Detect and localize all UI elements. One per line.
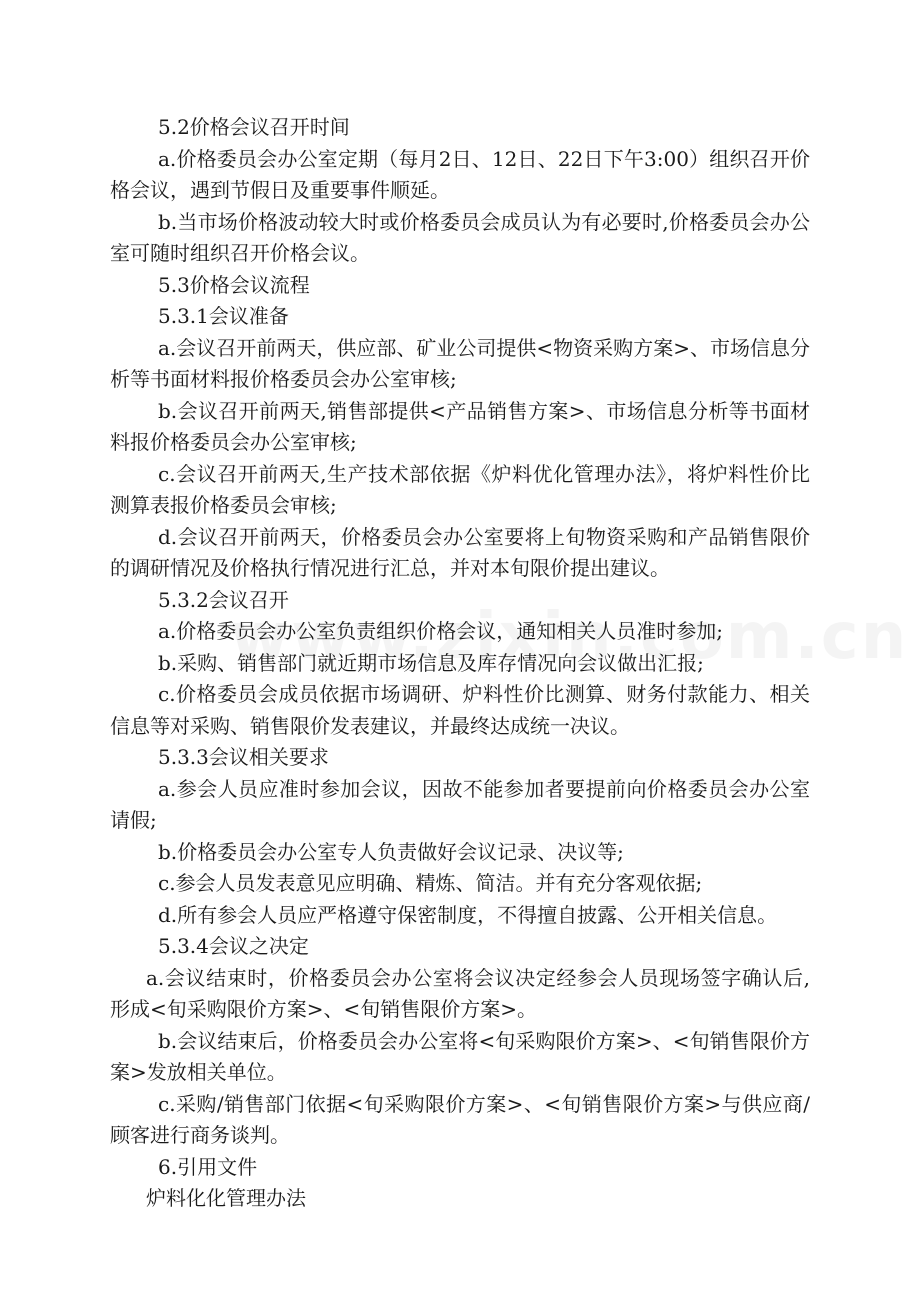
paragraph-5-2-a: a.价格委员会办公室定期（每月2日、12日、22日下午3:00）组织召开价格会议，遇到节假日及重要事件顺延。 xyxy=(110,146,810,202)
heading-5-3: 5.3价格会议流程 xyxy=(158,272,310,297)
heading-5-2: 5.2价格会议召开时间 xyxy=(158,115,350,139)
document-body xyxy=(110,112,810,1215)
heading-5-3-4: 5.3.4会议之决定 xyxy=(158,934,309,958)
heading-6: 6.引用文件 xyxy=(158,1154,258,1179)
paragraph-5-3-1-c: c.会议召开前两天,生产技术部依据《炉料优化管理办法》，将炉料性价比测算表报价格委员会审核; xyxy=(110,461,810,517)
paragraph-5-3-3-c: c.参会人员发表意见应明确、精炼、简洁。并有充分客观依据; xyxy=(158,871,703,895)
paragraph-5-3-2-c: c.价格委员会成员依据市场调研、炉料性价比测算、财务付款能力、相关信息等对采购、销售限价发表建议，并最终达成统一决议。 xyxy=(110,682,810,738)
reference-document: 炉料化化管理办法 xyxy=(146,1186,306,1210)
paragraph-5-2-b: b.当市场价格波动较大时或价格委员会成员认为有必要时,价格委员会办公室可随时组织召开价格会议。 xyxy=(110,209,810,265)
heading-5-3-3: 5.3.3会议相关要求 xyxy=(158,745,329,769)
paragraph-5-3-3-a: a.参会人员应准时参加会议，因故不能参加者要提前向价格委员会办公室请假; xyxy=(110,776,810,832)
paragraph-5-3-2-b: b.采购、销售部门就近期市场信息及库存情况向会议做出汇报; xyxy=(158,650,704,675)
paragraph-5-3-3-d: d.所有参会人员应严格遵守保密制度，不得擅自披露、公开相关信息。 xyxy=(158,902,778,927)
paragraph-5-3-3-b: b.价格委员会办公室专人负责做好会议记录、决议等; xyxy=(158,839,624,864)
paragraph-5-3-2-a: a.价格委员会办公室负责组织价格会议，通知相关人员准时参加; xyxy=(158,619,724,643)
heading-5-3-1: 5.3.1会议准备 xyxy=(158,304,289,328)
paragraph-5-3-4-c: c.采购/销售部门依据<旬采购限价方案>、<旬销售限价方案>与供应商/顾客进行商务谈判。 xyxy=(110,1091,810,1147)
paragraph-5-3-4-a: a.会议结束时，价格委员会办公室将会议决定经参会人员现场签字确认后,形成<旬采购限价方案>、<旬销售限价方案>。 xyxy=(110,965,810,1021)
paragraph-5-3-1-b: b.会议召开前两天,销售部提供<产品销售方案>、市场信息分析等书面材料报价格委员会办公室审核; xyxy=(110,398,810,454)
heading-5-3-2: 5.3.2会议召开 xyxy=(158,587,289,612)
paragraph-5-3-1-a: a.会议召开前两天，供应部、矿业公司提供<物资采购方案>、市场信息分析等书面材料报价格委员会办公室审核; xyxy=(110,335,810,391)
paragraph-5-3-1-d: d.会议召开前两天，价格委员会办公室要将上旬物资采购和产品销售限价的调研情况及价格执行情况进行汇总，并对本旬限价提出建议。 xyxy=(110,524,810,580)
paragraph-5-3-4-b: b.会议结束后，价格委员会办公室将<旬采购限价方案>、<旬销售限价方案>发放相关单位。 xyxy=(110,1028,810,1084)
